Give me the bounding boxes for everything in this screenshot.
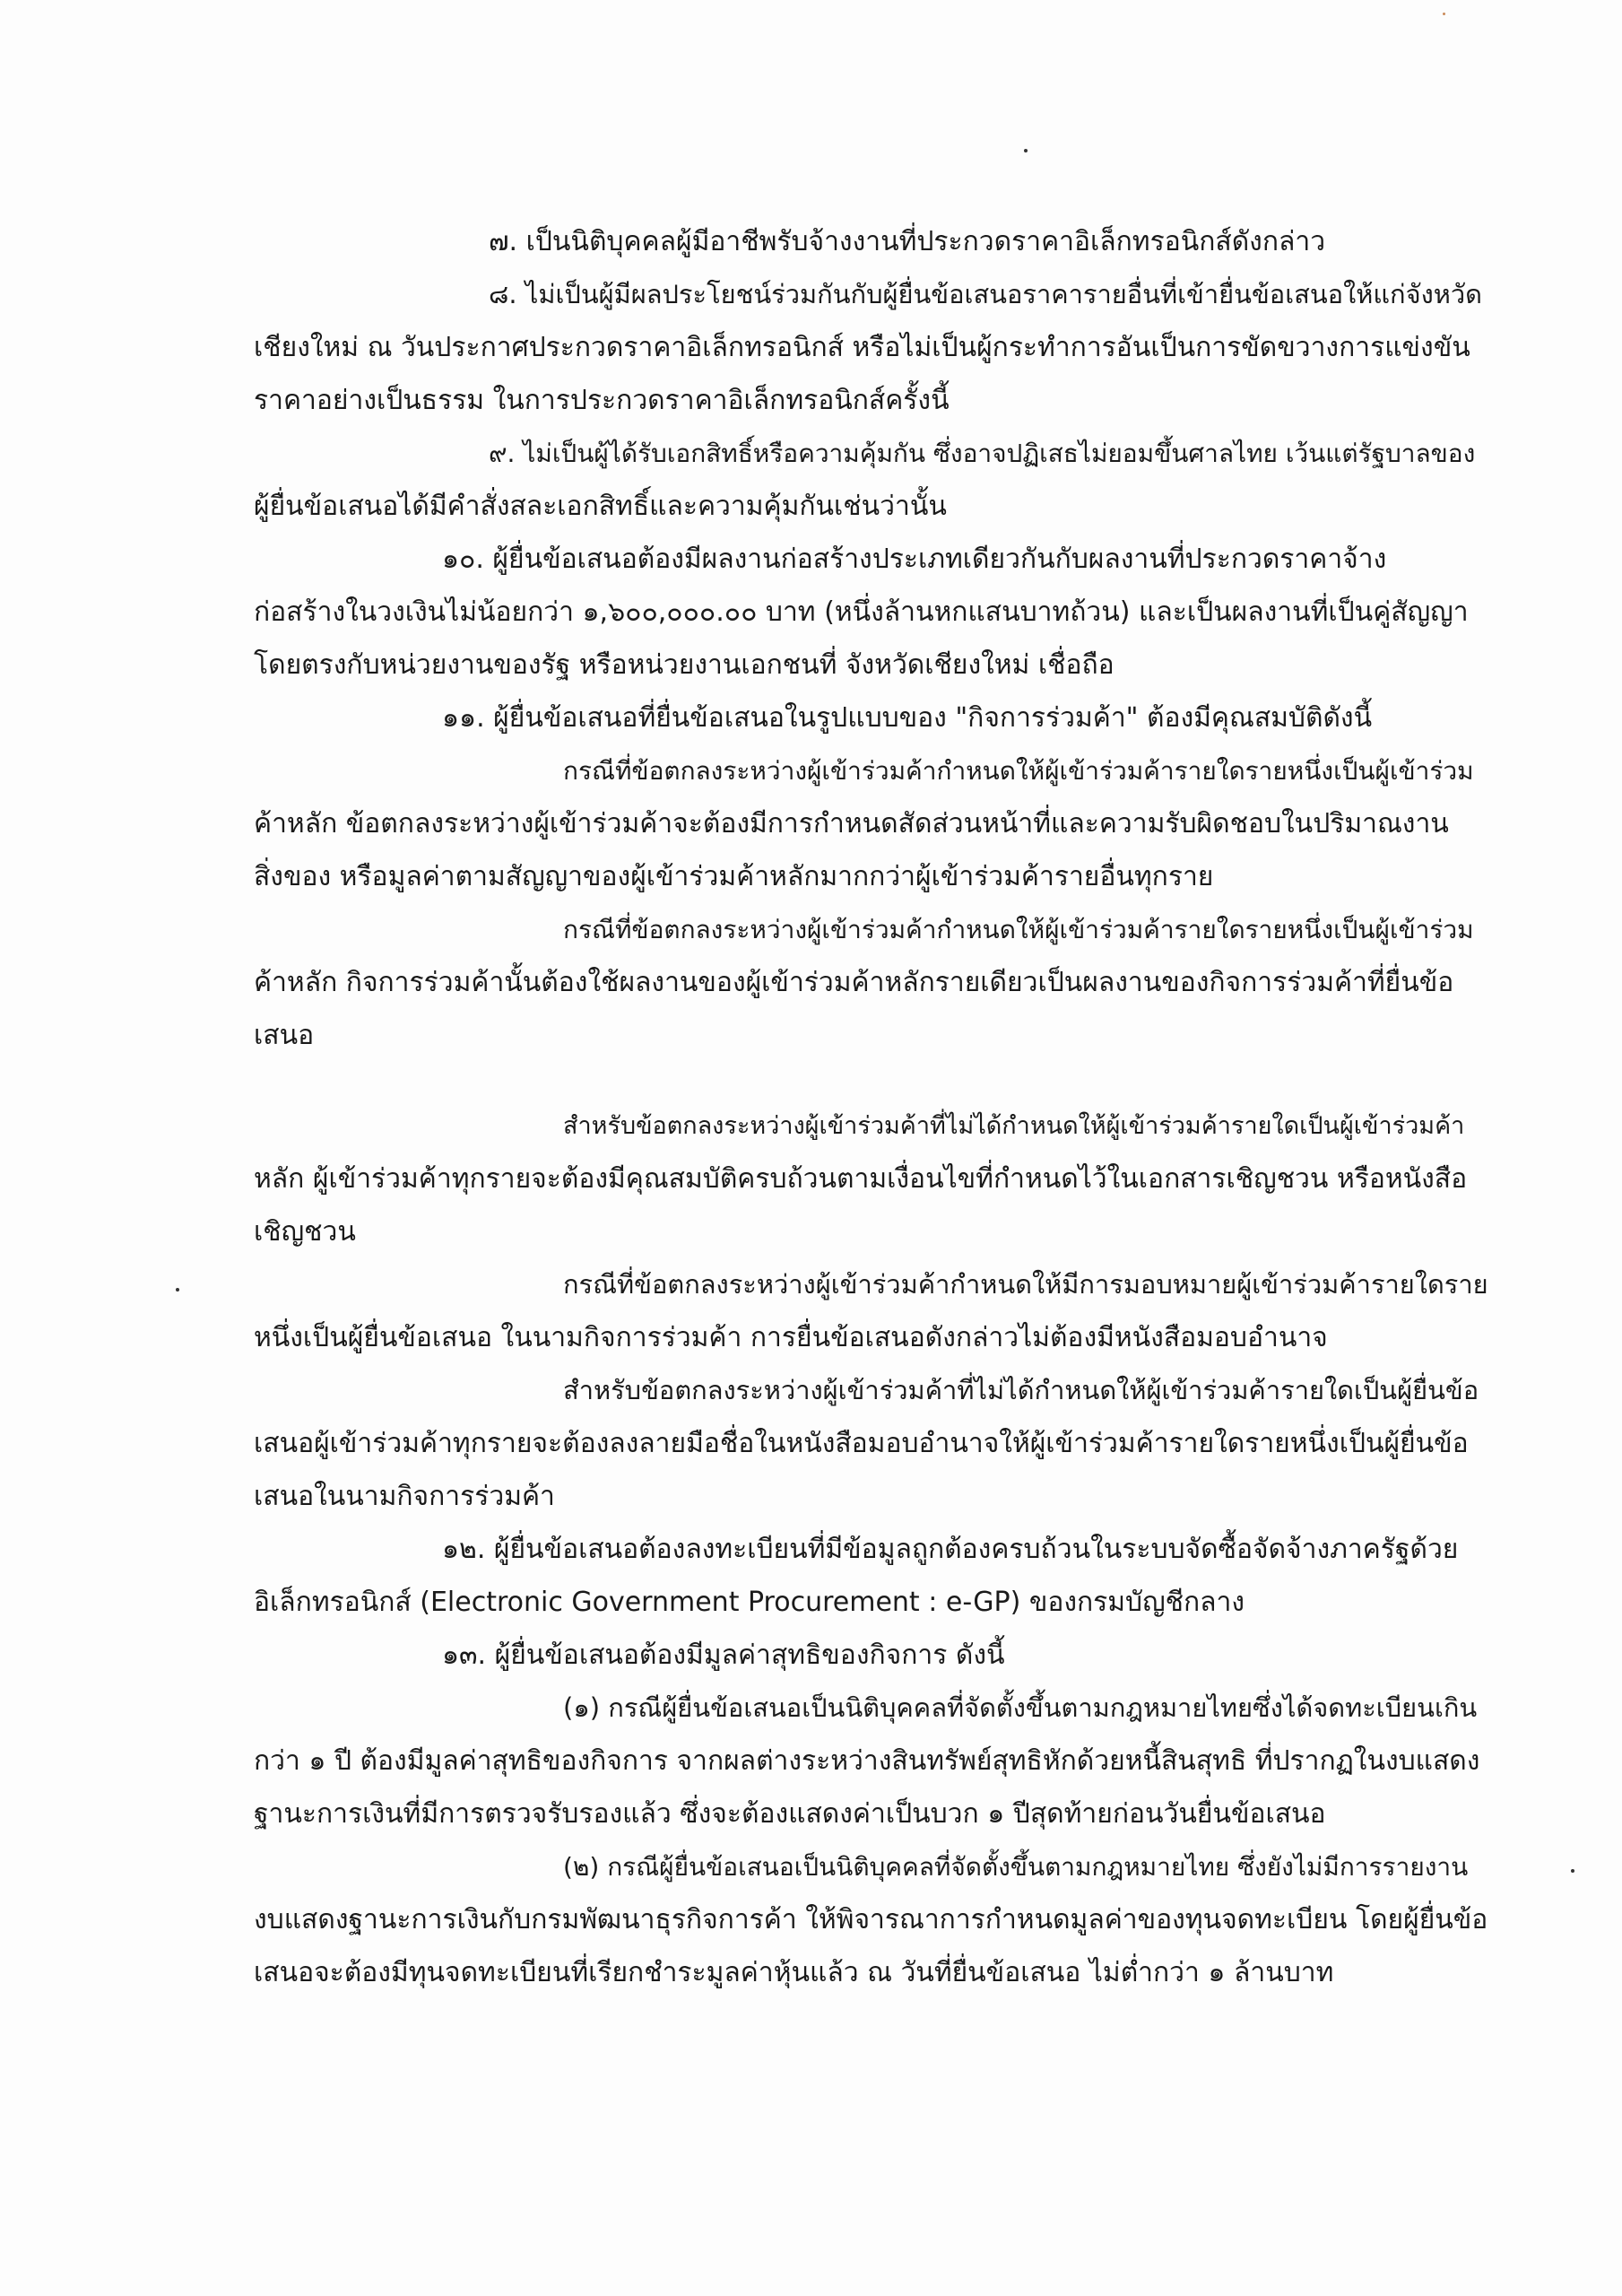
clause-13-item-2-start: (๒) กรณีผู้ยื่นข้อเสนอเป็นนิติบุคคลที่จัดตั้งขึ้นตามกฎหมายไทย ซึ่งยังไม่มีการรายงาน: [563, 1852, 1469, 1882]
paragraph-gap: [254, 1062, 1455, 1100]
clause-13-start: ๑๓. ผู้ยื่นข้อเสนอต้องมีมูลค่าสุทธิของกิจการ ดังนี้: [442, 1639, 1005, 1671]
clause-8-line-2: เชียงใหม่ ณ วันประกาศประกวดราคาอิเล็กทรอนิกส์ หรือไม่เป็นผู้กระทำการอันเป็นการขัดขวางการแข่งขัน: [254, 332, 1470, 363]
scan-dot: [1024, 149, 1028, 152]
clause-11-para-3-line-2: หลัก ผู้เข้าร่วมค้าทุกรายจะต้องมีคุณสมบัติครบถ้วนตามเงื่อนไขที่กำหนดไว้ในเอกสารเชิญชวน หรือหนังสือ: [254, 1163, 1468, 1195]
clause-12-start: ๑๒. ผู้ยื่นข้อเสนอต้องลงทะเบียนที่มีข้อมูลถูกต้องครบถ้วนในระบบจัดซื้อจัดจ้างภาครัฐด้วย: [442, 1534, 1459, 1565]
clause-9-start: ๙. ไม่เป็นผู้ได้รับเอกสิทธิ์หรือความคุ้มกัน ซึ่งอาจปฏิเสธไม่ยอมขึ้นศาลไทย เว้นแต่รัฐบาลของ: [489, 439, 1476, 468]
clause-10-line-2: ก่อสร้างในวงเงินไม่น้อยกว่า ๑,๖๐๐,๐๐๐.๐๐ บาท (หนึ่งล้านหกแสนบาทถ้วน) และเป็นผลงานที่เป็นคู่สัญญา: [254, 596, 1469, 628]
clause-13-item-2-line-3: เสนอจะต้องมีทุนจดทะเบียนที่เรียกชำระมูลค่าหุ้นแล้ว ณ วันที่ยื่นข้อเสนอ ไม่ต่ำกว่า ๑ ล้านบาท: [254, 1957, 1334, 1988]
scan-dot: [1571, 1869, 1574, 1873]
scan-dot: [176, 1288, 179, 1292]
clause-11-para-1-line-3: สิ่งของ หรือมูลค่าตามสัญญาของผู้เข้าร่วมค้าหลักมากกว่าผู้เข้าร่วมค้ารายอื่นทุกราย: [254, 861, 1214, 892]
clause-11-para-2-start: กรณีที่ข้อตกลงระหว่างผู้เข้าร่วมค้ากำหนดให้ผู้เข้าร่วมค้ารายใดรายหนึ่งเป็นผู้เข้าร่วม: [563, 915, 1474, 944]
clause-11-para-3-line-3: เชิญชวน: [254, 1216, 356, 1248]
clause-13-item-1-line-2: กว่า ๑ ปี ต้องมีมูลค่าสุทธิของกิจการ จากผลต่างระหว่างสินทรัพย์สุทธิหักด้วยหนี้สินสุทธิ ที่ปรากฏในงบแสดง: [254, 1745, 1480, 1777]
clause-11-para-4-line-2: หนึ่งเป็นผู้ยื่นข้อเสนอ ในนามกิจการร่วมค้า การยื่นข้อเสนอดังกล่าวไม่ต้องมีหนังสือมอบอำนาจ: [254, 1322, 1328, 1353]
clause-11-para-1-line-2: ค้าหลัก ข้อตกลงระหว่างผู้เข้าร่วมค้าจะต้องมีการกำหนดสัดส่วนหน้าที่และความรับผิดชอบในปริมาณงาน: [254, 808, 1449, 839]
clause-11-para-3-start: สำหรับข้อตกลงระหว่างผู้เข้าร่วมค้าที่ไม่ได้กำหนดให้ผู้เข้าร่วมค้ารายใดเป็นผู้เข้าร่วมค้า: [563, 1112, 1465, 1140]
clause-10-start: ๑๐. ผู้ยื่นข้อเสนอต้องมีผลงานก่อสร้างประเภทเดียวกันกับผลงานที่ประกวดราคาจ้าง: [442, 544, 1387, 575]
clause-8-line-3: ราคาอย่างเป็นธรรม ในการประกวดราคาอิเล็กทรอนิกส์ครั้งนี้: [254, 385, 950, 416]
clause-12-line-2: อิเล็กทรอนิกส์ (Electronic Government Procurement : e-GP) ของกรมบัญชีกลาง: [254, 1587, 1245, 1618]
clause-11-para-5-start: สำหรับข้อตกลงระหว่างผู้เข้าร่วมค้าที่ไม่ได้กำหนดให้ผู้เข้าร่วมค้ารายใดเป็นผู้ยื่นข้อ: [563, 1375, 1479, 1405]
clause-8-start: ๘. ไม่เป็นผู้มีผลประโยชน์ร่วมกันกับผู้ยื่นข้อเสนอราคารายอื่นที่เข้ายื่นข้อเสนอให้แก่จังหวัด: [489, 279, 1482, 309]
clause-11-start: ๑๑. ผู้ยื่นข้อเสนอที่ยื่นข้อเสนอในรูปแบบของ "กิจการร่วมค้า" ต้องมีคุณสมบัติดังนี้: [442, 702, 1373, 734]
clause-11-para-5-line-3: เสนอในนามกิจการร่วมค้า: [254, 1481, 555, 1512]
clause-11-para-2-line-3: เสนอ: [254, 1020, 315, 1051]
clause-13-item-2-line-2: งบแสดงฐานะการเงินกับกรมพัฒนาธุรกิจการค้า ให้พิจารณาการกำหนดมูลค่าของทุนจดทะเบียน โดยผู้ยื่นข้อ: [254, 1904, 1488, 1935]
clause-7: ๗. เป็นนิติบุคคลผู้มีอาชีพรับจ้างงานที่ประกวดราคาอิเล็กทรอนิกส์ดังกล่าว: [489, 226, 1326, 257]
clause-11-para-4-start: กรณีที่ข้อตกลงระหว่างผู้เข้าร่วมค้ากำหนดให้มีการมอบหมายผู้เข้าร่วมค้ารายใดราย: [563, 1269, 1488, 1300]
clause-13-item-1-start: (๑) กรณีผู้ยื่นข้อเสนอเป็นนิติบุคคลที่จัดตั้งขึ้นตามกฎหมายไทยซึ่งได้จดทะเบียนเกิน: [563, 1692, 1478, 1723]
clause-11-para-1-start: กรณีที่ข้อตกลงระหว่างผู้เข้าร่วมค้ากำหนดให้ผู้เข้าร่วมค้ารายใดรายหนึ่งเป็นผู้เข้าร่วม: [563, 756, 1474, 786]
scan-speck: [1443, 13, 1445, 15]
clause-13-item-1-line-3: ฐานะการเงินที่มีการตรวจรับรองแล้ว ซึ่งจะต้องแสดงค่าเป็นบวก ๑ ปีสุดท้ายก่อนวันยื่นข้อเสนอ: [254, 1798, 1326, 1830]
document-body: [254, 215, 1488, 1999]
clause-11-para-5-line-2: เสนอผู้เข้าร่วมค้าทุกรายจะต้องลงลายมือชื่อในหนังสือมอบอำนาจให้ผู้เข้าร่วมค้ารายใดรายหนึ่งเป็นผู้ยื่นข้อ: [254, 1428, 1469, 1459]
clause-9-line-2: ผู้ยื่นข้อเสนอได้มีคำสั่งสละเอกสิทธิ์และความคุ้มกันเช่นว่านั้น: [254, 491, 947, 522]
clause-10-line-3: โดยตรงกับหน่วยงานของรัฐ หรือหน่วยงานเอกชนที่ จังหวัดเชียงใหม่ เชื่อถือ: [254, 649, 1115, 681]
clause-11-para-2-line-2: ค้าหลัก กิจการร่วมค้านั้นต้องใช้ผลงานของผู้เข้าร่วมค้าหลักรายเดียวเป็นผลงานของกิจการร่วมค้าที่ยื่นข้อ: [254, 967, 1454, 998]
